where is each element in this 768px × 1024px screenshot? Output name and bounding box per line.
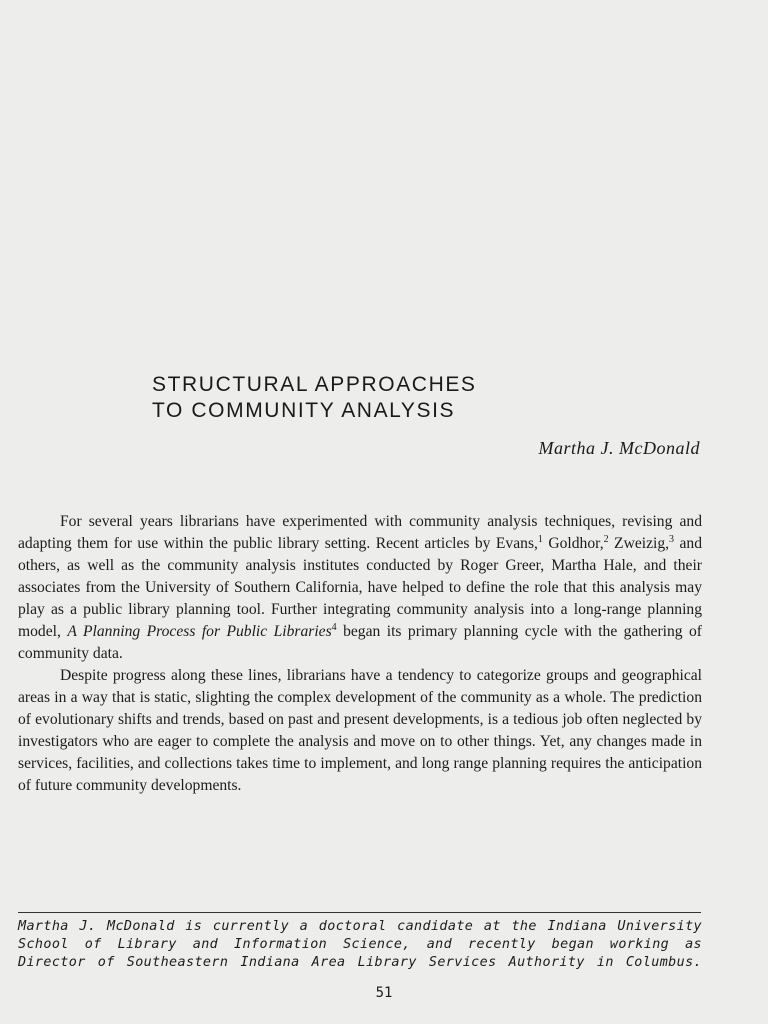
page-number: 51 [375,985,393,1001]
p1-text-3: Zweizig, [608,535,670,552]
cited-book-title: A Planning Process for Public Libraries [67,623,332,640]
p1-text-2: Goldhor, [542,535,604,552]
p1-text-4: and others, as well as the community analysis institutes conducted by Roger Greer, Martha Hale, and their associates from the University of Southern California, have helped to define the role that this analysis may play as a public library planning tool. Further integrating community analysis into a long-range planning model, [18,535,702,640]
footnote-line-2: School of Library and Information Science, and recently began working as [18,937,702,952]
title-line-1: STRUCTURAL APPROACHES [152,373,477,396]
author-name: Martha J. McDonald [538,438,700,458]
footnote-ref-4: 4 [331,621,337,633]
footnote-divider [18,912,701,913]
footnote-ref-3: 3 [669,533,675,545]
author-footnote [18,918,702,972]
paragraph-1 [18,511,702,665]
paragraph-2: Despite progress along these lines, librarians have a tendency to categorize groups and geographical areas in a way that is static, slighting the complex development of the community as a whole. The prediction of evolutionary shifts and trends, based on past and present developments, is a tedious job often neglected by investigators who are eager to complete the analysis and move on to other things. Yet, any changes made in services, facilities, and collections takes time to implement, and long range planning requires the anticipation of future community developments. [18,667,702,794]
footnote-ref-2: 2 [603,533,609,545]
article-title [152,372,672,424]
footnote-ref-1: 1 [537,533,543,545]
p1-text-1: For several years librarians have experimented with community analysis techniques, revising and adapting them for use within the public library setting. Recent articles by Evans, [18,513,702,552]
footnote-line-3: Director of Southeastern Indiana Area Library Services Authority in Columbus. [18,955,702,970]
article-body [18,511,702,797]
p1-text-5: began its primary planning cycle with the gathering of community data. [18,623,702,662]
footnote-line-1: Martha J. McDonald is currently a doctoral candidate at the Indiana University [18,919,702,934]
title-line-2: TO COMMUNITY ANALYSIS [152,399,456,422]
